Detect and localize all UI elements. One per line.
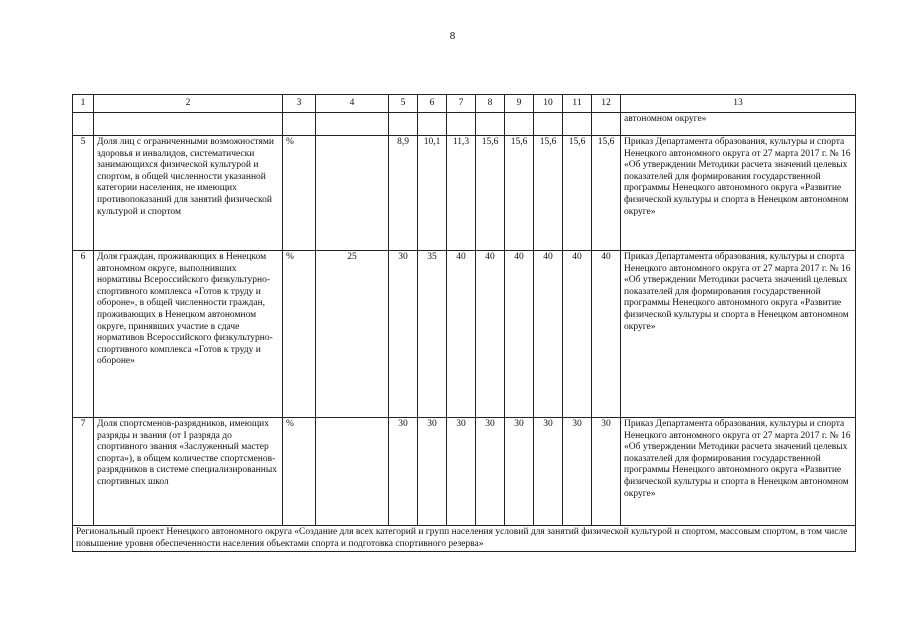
- column-header: 13: [621, 95, 856, 113]
- base-value: [316, 136, 389, 251]
- table-row: [73, 251, 856, 418]
- continuation-row: [73, 113, 856, 136]
- footer-row: [73, 526, 856, 552]
- value-cell: 30: [389, 418, 418, 526]
- value-cell: 40: [447, 251, 476, 418]
- column-header: 12: [592, 95, 621, 113]
- column-header: 2: [94, 95, 283, 113]
- regional-project-note: Региональный проект Ненецкого автономного округа «Создание для всех категорий и групп населения условий для занятий физической культурой и спортом, массовым спортом, в том числе повышение уровня обеспеченности населения объектами спорта и подготовка спортивного резерва»: [73, 526, 856, 552]
- value-cell: 15,6: [592, 136, 621, 251]
- indicator-name: Доля граждан, проживающих в Ненецком автономном округе, выполнивших нормативы Всероссийского физкультурно-спортивного комплекса «Готов к труду и обороне», в общей численности граждан, проживающих в Ненецком автономном округе, принявших участие в сдаче нормативов Всероссийского физкультурно-спортивного комплекса «Готов к труду и обороне»: [94, 251, 283, 418]
- value-cell: 15,6: [563, 136, 592, 251]
- header-row: [73, 95, 856, 113]
- column-header: 7: [447, 95, 476, 113]
- column-header: 5: [389, 95, 418, 113]
- value-cell: 15,6: [534, 136, 563, 251]
- value-cell: 15,6: [476, 136, 505, 251]
- value-cell: 30: [476, 418, 505, 526]
- source-cell: Приказ Департамента образования, культуры и спорта Ненецкого автономного округа от 27 марта 2017 г. № 16 «Об утверждении Методики расчета значений целевых показателей для формирования государственной программы Ненецкого автономного округа «Развитие физической культуры и спорта в Ненецком автономном округе»: [621, 251, 856, 418]
- row-number: 5: [73, 136, 94, 251]
- unit-cell: %: [283, 136, 316, 251]
- value-cell: 30: [592, 418, 621, 526]
- source-cell: Приказ Департамента образования, культуры и спорта Ненецкого автономного округа от 27 марта 2017 г. № 16 «Об утверждении Методики расчета значений целевых показателей для формирования государственной программы Ненецкого автономного округа «Развитие физической культуры и спорта в Ненецком автономном округе»: [621, 418, 856, 526]
- value-cell: 8,9: [389, 136, 418, 251]
- table-row: [73, 136, 856, 251]
- value-cell: 35: [418, 251, 447, 418]
- row-number: 7: [73, 418, 94, 526]
- column-header: 1: [73, 95, 94, 113]
- value-cell: 40: [563, 251, 592, 418]
- indicator-name: Доля лиц с ограниченными возможностями здоровья и инвалидов, систематически занимающихся физической культурой и спортом, в общей численности указанной категории населения, не имеющих противопоказаний для занятий физической культурой и спортом: [94, 136, 283, 251]
- value-cell: 30: [534, 418, 563, 526]
- value-cell: 40: [476, 251, 505, 418]
- value-cell: 40: [592, 251, 621, 418]
- base-value: [316, 418, 389, 526]
- value-cell: 30: [447, 418, 476, 526]
- value-cell: 15,6: [505, 136, 534, 251]
- base-value: 25: [316, 251, 389, 418]
- column-header: 8: [476, 95, 505, 113]
- value-cell: 10,1: [418, 136, 447, 251]
- value-cell: 11,3: [447, 136, 476, 251]
- indicator-name: Доля спортсменов-разрядников, имеющих разряды и звания (от I разряда до спортивного звания «Заслуженный мастер спорта»), в общем количестве спортсменов-разрядников в системе специализированных спортивных школ: [94, 418, 283, 526]
- continuation-text: автономном округе»: [621, 113, 856, 136]
- column-header: 6: [418, 95, 447, 113]
- column-header: 11: [563, 95, 592, 113]
- column-header: 10: [534, 95, 563, 113]
- value-cell: 30: [389, 251, 418, 418]
- value-cell: 40: [534, 251, 563, 418]
- page-number: 8: [449, 30, 456, 42]
- source-cell: Приказ Департамента образования, культуры и спорта Ненецкого автономного округа от 27 марта 2017 г. № 16 «Об утверждении Методики расчета значений целевых показателей для формирования государственной программы Ненецкого автономного округа «Развитие физической культуры и спорта в Ненецком автономном округе»: [621, 136, 856, 251]
- unit-cell: %: [283, 418, 316, 526]
- value-cell: 30: [563, 418, 592, 526]
- indicators-table: [72, 94, 856, 552]
- column-header: 9: [505, 95, 534, 113]
- table-row: [73, 418, 856, 526]
- value-cell: 30: [505, 418, 534, 526]
- value-cell: 30: [418, 418, 447, 526]
- column-header: 4: [316, 95, 389, 113]
- row-number: 6: [73, 251, 94, 418]
- unit-cell: %: [283, 251, 316, 418]
- value-cell: 40: [505, 251, 534, 418]
- column-header: 3: [283, 95, 316, 113]
